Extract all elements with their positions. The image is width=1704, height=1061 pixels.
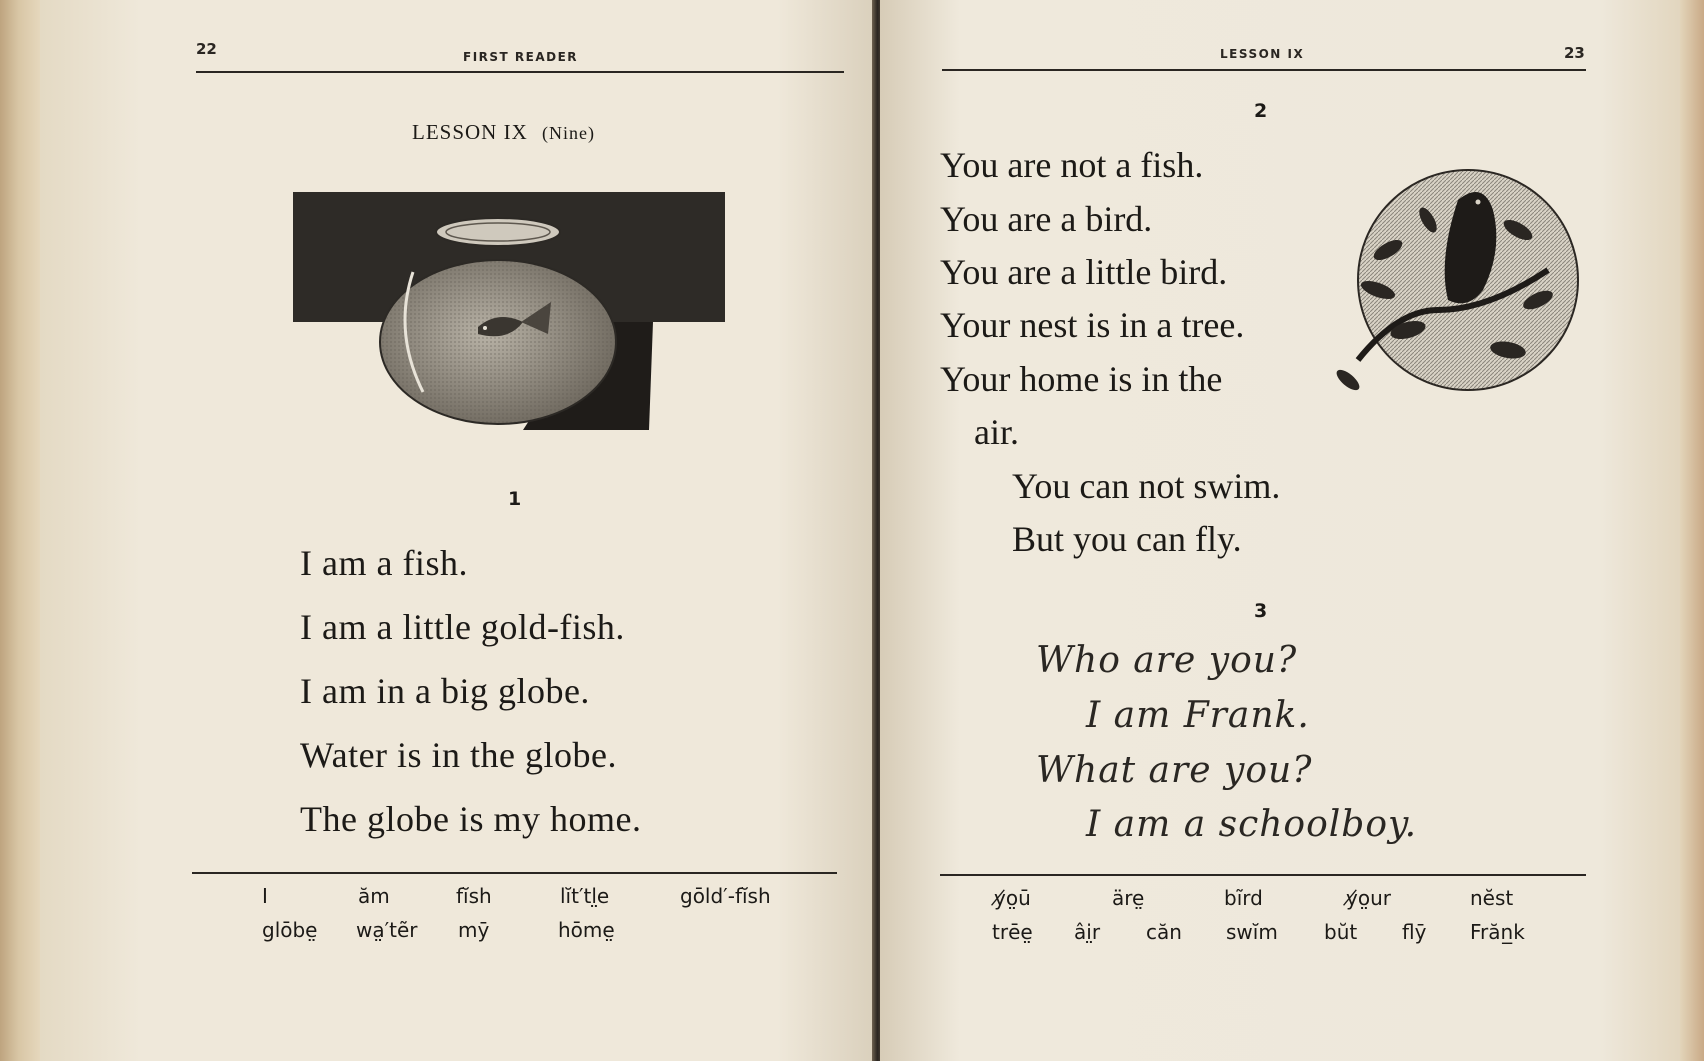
left-header-rule — [196, 71, 844, 73]
script-line: Who are you? — [1036, 640, 1298, 681]
page-edges-right — [1680, 0, 1704, 1061]
reading-line: You are a bird. — [940, 199, 1153, 239]
right-header-rule — [942, 69, 1586, 71]
vocab-word: hōme̤ — [558, 918, 615, 942]
reading-line: You are not a fish. — [940, 145, 1204, 185]
lesson-subtitle: (Nine) — [542, 123, 595, 143]
right-footer-rule — [940, 874, 1586, 876]
lesson-title — [412, 120, 595, 145]
section-number-2: 2 — [1254, 100, 1268, 122]
vocab-word: y̸o̤ur — [1346, 886, 1391, 910]
goldfish-bowl-illustration — [293, 192, 725, 434]
vocab-word: mȳ — [458, 918, 490, 942]
vocab-word: y̸o̤ū — [994, 886, 1031, 910]
vocab-word: glōbe̤ — [262, 918, 318, 942]
reading-line: I am a fish. — [300, 543, 468, 583]
vocab-word: flȳ — [1402, 920, 1427, 944]
left-running-head: FIRST READER — [463, 50, 579, 64]
vocab-word: I — [262, 884, 268, 908]
reading-line: I am in a big globe. — [300, 671, 590, 711]
right-page-number: 23 — [1564, 44, 1585, 62]
vocab-word: gōld′-fĭsh — [680, 884, 771, 908]
vocab-word: fĭsh — [456, 884, 492, 908]
script-line: I am Frank. — [1086, 695, 1310, 736]
section-number-1: 1 — [508, 488, 522, 510]
reading-line: You can not swim. — [1012, 466, 1281, 506]
vocab-word: wa̤′tẽr — [356, 918, 418, 942]
left-page-number: 22 — [196, 40, 217, 58]
vocab-word: Frăn̲k — [1470, 920, 1525, 944]
vocab-word: äre̤ — [1112, 886, 1145, 910]
reading-line: The globe is my home. — [300, 799, 642, 839]
vocab-word: bĩrd — [1224, 886, 1263, 910]
vocab-word: bŭt — [1324, 920, 1358, 944]
reading-line: air. — [974, 412, 1019, 452]
section-number-3: 3 — [1254, 600, 1268, 622]
vocab-word: swĭm — [1226, 920, 1278, 944]
vocab-word: lĭt′tl̤e — [560, 884, 610, 908]
bird-on-branch-illustration — [1318, 160, 1584, 426]
vocab-word: ăm — [358, 884, 390, 908]
script-line: I am a schoolboy. — [1086, 804, 1418, 845]
reading-line: Your nest is in a tree. — [940, 305, 1245, 345]
vocab-word: nĕst — [1470, 886, 1514, 910]
reading-line: Water is in the globe. — [300, 735, 618, 775]
vocab-word: âi̤r — [1074, 920, 1101, 944]
vocab-word: căn — [1146, 920, 1182, 944]
script-line: What are you? — [1036, 750, 1313, 791]
vocab-word: trēe̤ — [992, 920, 1033, 944]
reading-line: Your home is in the — [940, 359, 1223, 399]
left-footer-rule — [192, 872, 837, 874]
lesson-title-text: LESSON IX — [412, 120, 528, 144]
right-running-head: LESSON IX — [1220, 47, 1305, 61]
reading-line: You are a little bird. — [940, 252, 1228, 292]
reading-line: But you can fly. — [1012, 519, 1242, 559]
reading-line: I am a little gold-fish. — [300, 607, 625, 647]
